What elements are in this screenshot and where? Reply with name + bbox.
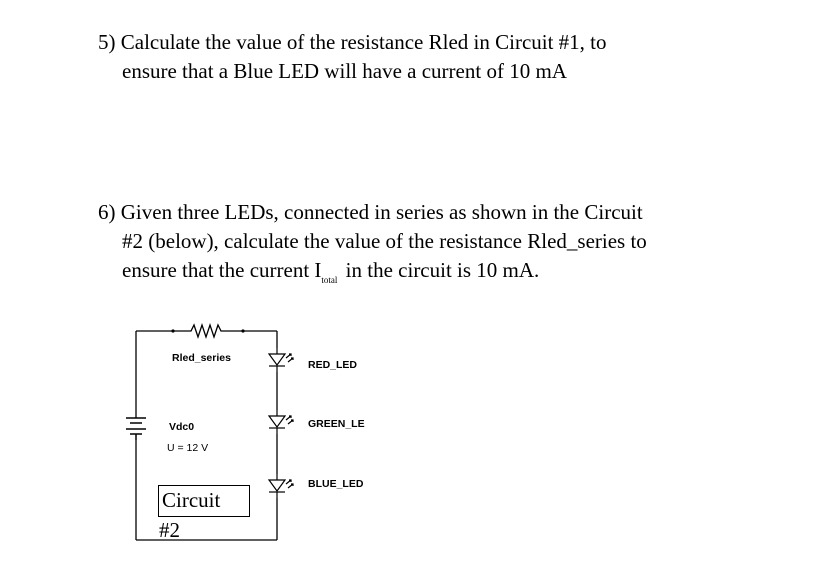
question-6-line-2: #2 (below), calculate the value of the resistance Rled_series to — [122, 229, 647, 253]
source-value: U = 12 V — [167, 442, 209, 454]
led-red-symbol — [269, 348, 293, 372]
question-6-line-3-start: ensure that the current I — [122, 258, 322, 282]
led-label-green: GREEN_LE — [308, 418, 365, 430]
question-5-line-1: 5) Calculate the value of the resistance Rled in Circuit #1, to — [98, 30, 607, 54]
resistor-label: Rled_series — [172, 352, 231, 364]
battery-symbol — [126, 418, 146, 440]
led-label-blue: BLUE_LED — [308, 478, 364, 490]
question-6-line-1: 6) Given three LEDs, connected in series as shown in the Circuit — [98, 200, 643, 224]
source-name: Vdc0 — [169, 421, 195, 433]
question-6-line-3 — [98, 256, 647, 289]
circuit-diagram — [105, 318, 405, 558]
current-subscript: total — [321, 275, 338, 285]
led-blue-symbol — [269, 474, 293, 498]
led-label-red: RED_LED — [308, 359, 358, 371]
circuit-caption-box: Circuit — [158, 485, 250, 517]
question-5-line-2: ensure that a Blue LED will have a current of 10 mA — [122, 59, 567, 83]
question-6-line-3-end: in the circuit is 10 mA. — [340, 258, 540, 282]
question-6 — [98, 198, 647, 289]
question-5 — [98, 28, 607, 86]
circuit-caption-number: #2 — [159, 518, 180, 542]
led-green-symbol — [269, 410, 293, 434]
